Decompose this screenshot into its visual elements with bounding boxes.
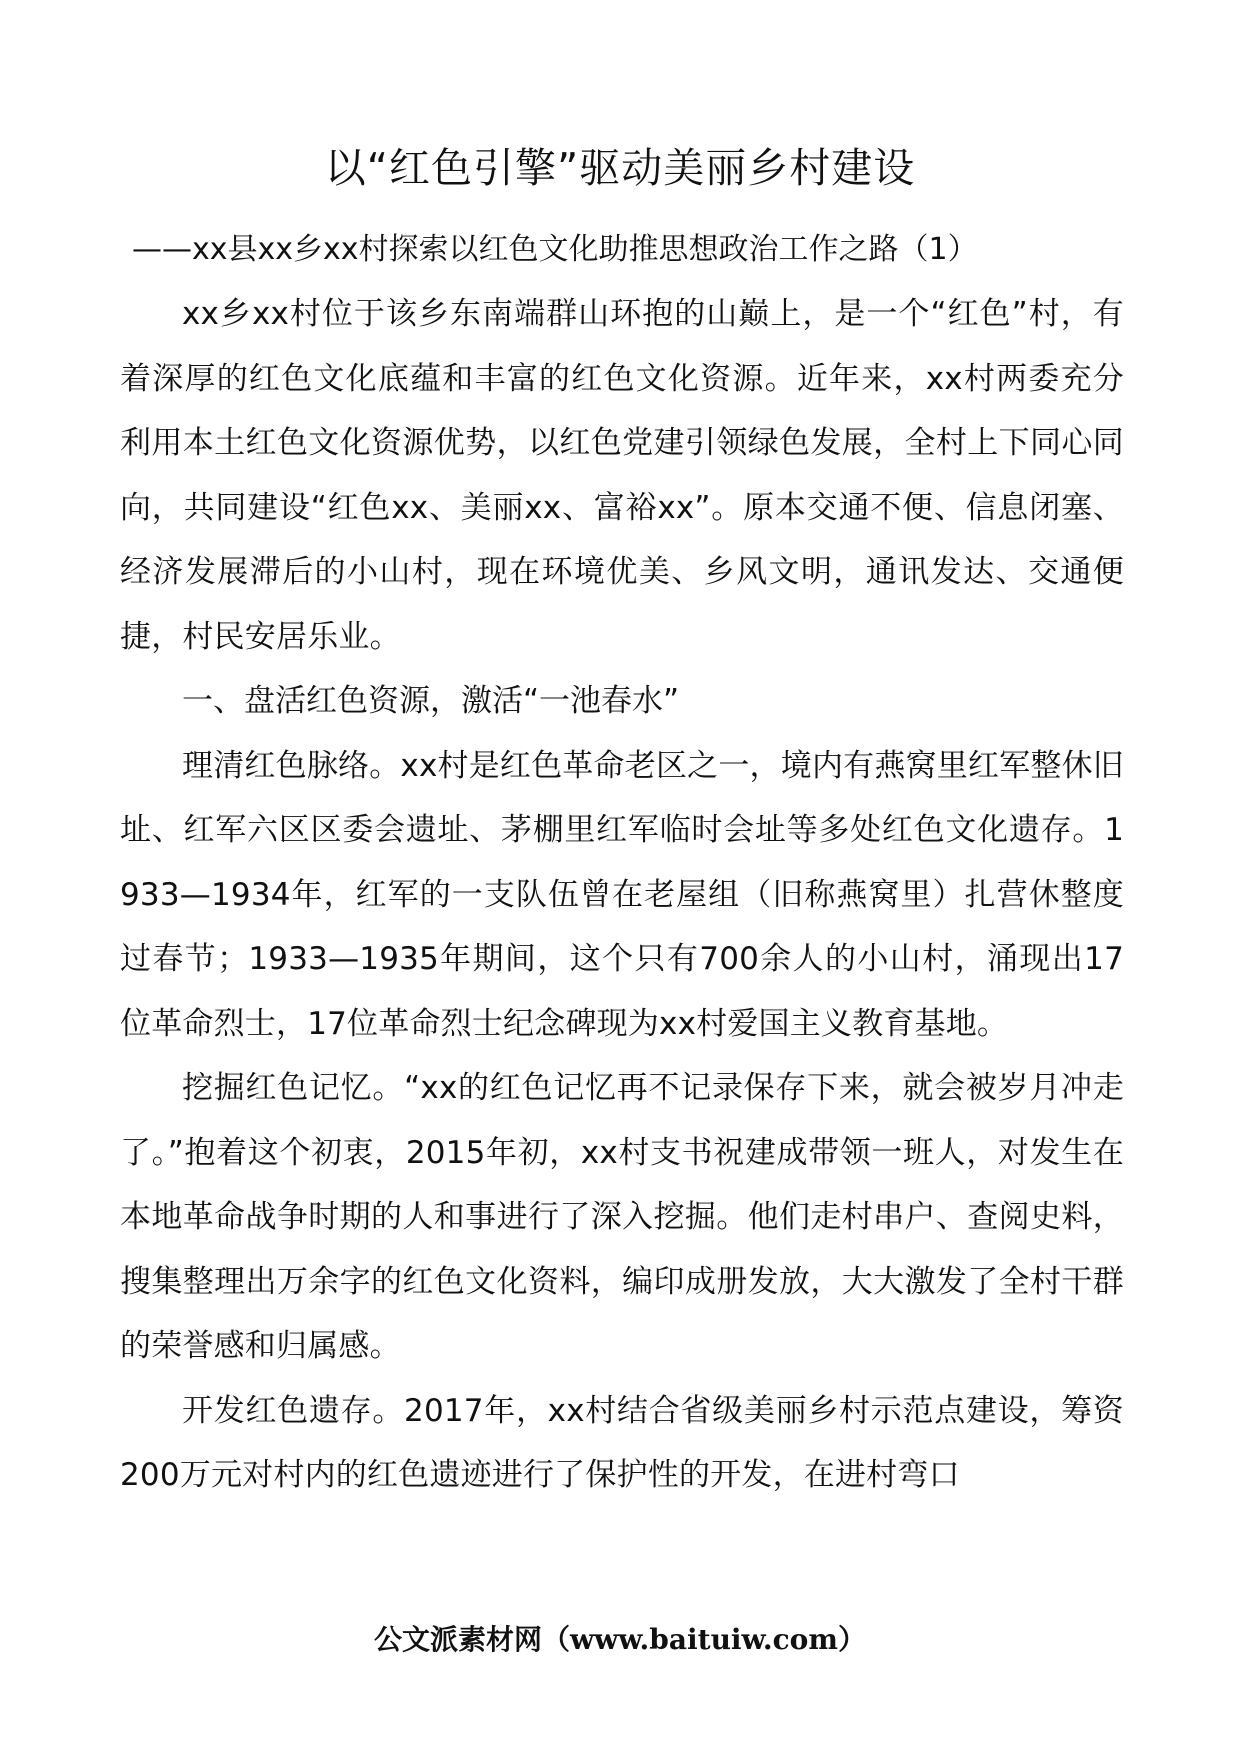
- body-paragraph: 理清红色脉络。xx村是红色革命老区之一，境内有燕窝里红军整休旧址、红军六区区委会遗址、茅棚里红军临时会址等多处红色文化遗存。1933—1934年，红军的一支队伍曾在老屋组（旧称燕窝里）扎营休整度过春节；1933—1935年期间，这个只有700余人的小山村，涌现出17位革命烈士，17位革命烈士纪念碑现为xx村爱国主义教育基地。: [120, 747, 1124, 1042]
- intro-paragraph: xx乡xx村位于该乡东南端群山环抱的山巅上，是一个“红色”村，有着深厚的红色文化底蕴和丰富的红色文化资源。近年来，xx村两委充分利用本土红色文化资源优势，以红色党建引领绿色发展，全村上下同心同向，共同建设“红色xx、美丽xx、富裕xx”。原本交通不便、信息闭塞、经济发展滞后的小山村，现在环境优美、乡风文明，通讯发达、交通便捷，村民安居乐业。: [120, 296, 1124, 655]
- document-body: [120, 282, 1124, 1508]
- footer-watermark: 公文派素材网（www.baituiw.com）: [374, 1623, 866, 1656]
- document-subtitle: ——xx县xx乡xx村探索以红色文化助推思想政治工作之路（1）: [132, 232, 978, 267]
- section-heading: 一、盘活红色资源，激活“一池春水”: [182, 683, 680, 719]
- body-paragraph: 挖掘红色记忆。“xx的红色记忆再不记录保存下来，就会被岁月冲走了。”抱着这个初衷，2015年初，xx村支书祝建成带领一班人，对发生在本地革命战争时期的人和事进行了深入挖掘。他们走村串户、查阅史料，搜集整理出万余字的红色文化资料，编印成册发放，大大激发了全村干群的荣誉感和归属感。: [120, 1070, 1124, 1364]
- document-title: 以“红色引擎”驱动美丽乡村建设: [324, 144, 916, 192]
- body-paragraph: 开发红色遗存。2017年，xx村结合省级美丽乡村示范点建设，筹资200万元对村内的红色遗迹进行了保护性的开发，在进村弯口: [120, 1392, 1124, 1493]
